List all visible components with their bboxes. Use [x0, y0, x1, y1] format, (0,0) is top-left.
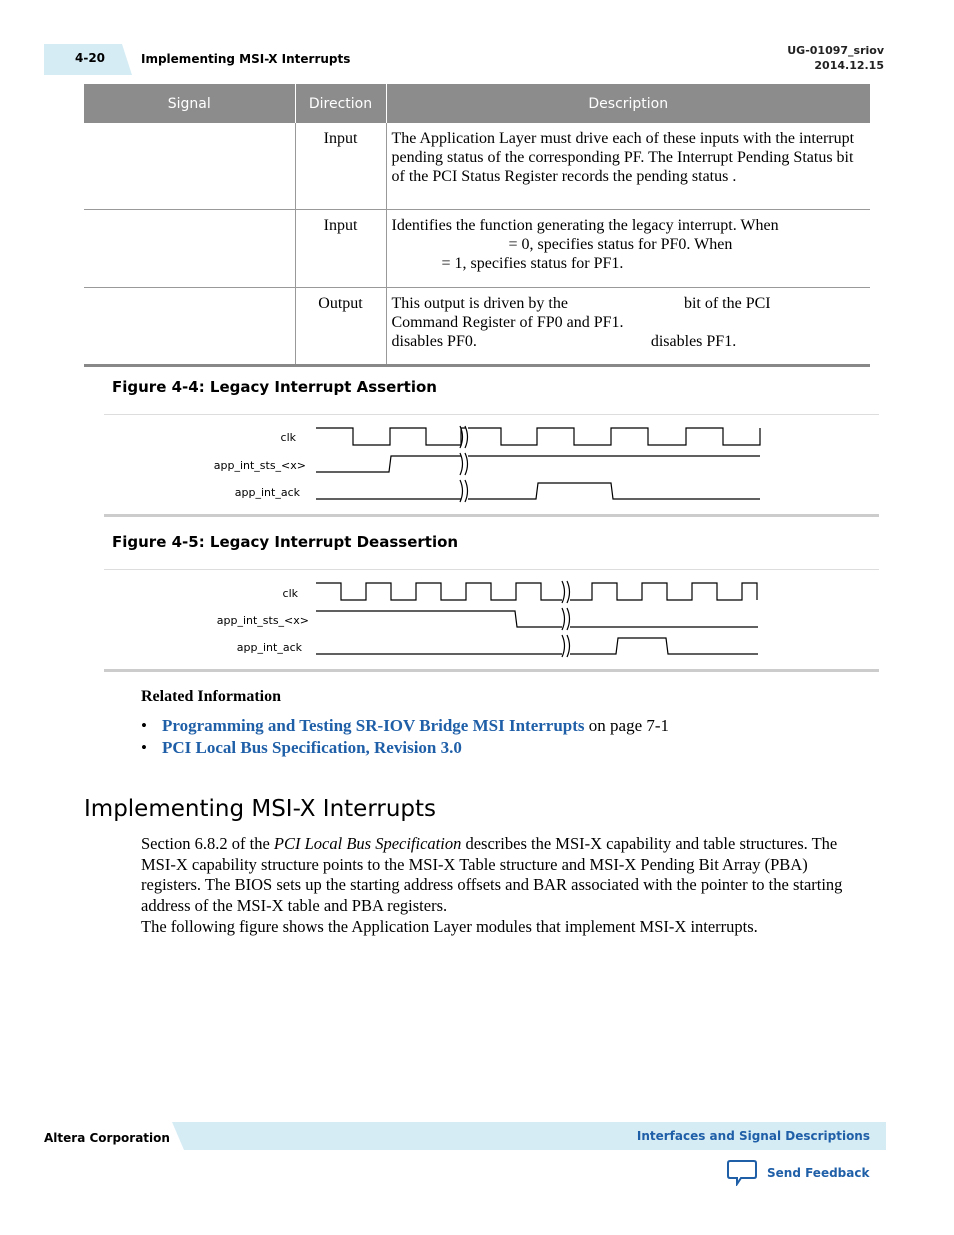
- waveform-svg: [104, 570, 879, 669]
- app-int-sts-waveform: [316, 456, 461, 472]
- waveform-svg: [104, 415, 879, 514]
- feedback-icon: [727, 1159, 757, 1186]
- col-header-direction: Direction: [295, 84, 386, 123]
- spec-title: PCI Local Bus Specification: [273, 834, 462, 853]
- description-fragment: This output is driven by the: [391, 294, 568, 312]
- description-cell: [386, 287, 870, 365]
- link-suffix: on page 7-1: [584, 716, 670, 735]
- direction-cell: Output: [295, 287, 386, 365]
- table-row: [84, 209, 870, 287]
- clk-waveform: [570, 583, 757, 600]
- timing-diagram-deassertion: [104, 569, 879, 672]
- section-body: [141, 834, 871, 938]
- clk-waveform: [468, 428, 760, 445]
- running-title: Implementing MSI-X Interrupts: [141, 52, 351, 66]
- text-run: Section 6.8.2 of the: [141, 834, 274, 853]
- description-fragment: disables PF1.: [650, 332, 737, 350]
- description-cell: [386, 209, 870, 287]
- section-heading: Implementing MSI-X Interrupts: [84, 796, 437, 822]
- description-line: [392, 294, 866, 313]
- signal-table: [84, 84, 870, 367]
- figure-title: Figure 4-5: Legacy Interrupt Deassertion: [112, 533, 459, 551]
- list-item: [141, 716, 669, 738]
- paragraph: The following figure shows the Application Layer modules that implement MSI-X interrupts.: [141, 916, 758, 936]
- break-mark: [460, 480, 468, 502]
- signal-cell: [84, 123, 295, 209]
- related-info-heading: Related Information: [141, 688, 281, 705]
- related-links-list: [141, 716, 669, 760]
- clk-waveform: [316, 583, 562, 600]
- description-fragment: disables PF0.: [391, 332, 477, 350]
- description-fragment: bit of the PCI: [683, 294, 771, 312]
- direction-cell: Input: [295, 123, 386, 209]
- app-int-ack-waveform: [570, 638, 758, 654]
- figure-title: Figure 4-4: Legacy Interrupt Assertion: [112, 378, 437, 396]
- doc-id-text: UG-01097_sriov: [787, 44, 884, 57]
- description-line: [392, 332, 866, 351]
- col-header-signal: Signal: [84, 84, 295, 123]
- signal-cell: [84, 209, 295, 287]
- break-mark: [562, 608, 570, 630]
- signal-label: app_int_sts_<x>: [216, 614, 309, 627]
- app-int-ack-waveform: [468, 483, 760, 499]
- signal-label: app_int_sts_<x>: [213, 459, 306, 472]
- signal-label: clk: [282, 587, 298, 600]
- clk-waveform: [316, 428, 466, 445]
- break-mark: [460, 453, 468, 475]
- page-number: 4-20: [75, 51, 106, 65]
- description-line: Identifies the function generating the legacy interrupt. When: [391, 216, 779, 234]
- related-link-pci-spec[interactable]: PCI Local Bus Specification, Revision 3.0: [162, 738, 462, 757]
- text-run: describes the MSI-X capability and table structures. The MSI-X capability structure points to the MSI-X Table structure and MSI-X Pending Bit Array (PBA) registers. The BIOS sets up the starting address offsets and BAR associated with the pointer to the starting address of the MSI-X table and PBA registers.: [141, 834, 843, 916]
- table-row: [84, 287, 870, 365]
- timing-diagram-assertion: [104, 414, 879, 517]
- direction-cell: Input: [295, 209, 386, 287]
- description-line: Command Register of FP0 and PF1.: [391, 313, 624, 331]
- break-mark: [562, 581, 570, 603]
- signal-label: app_int_ack: [236, 641, 302, 654]
- table-row: [84, 123, 870, 209]
- paragraph: [141, 834, 871, 917]
- signal-cell: [84, 287, 295, 365]
- col-header-description: Description: [386, 84, 870, 123]
- send-feedback-label: Send Feedback: [767, 1165, 870, 1180]
- break-mark: [562, 635, 570, 657]
- signal-label: app_int_ack: [234, 486, 300, 499]
- document-id: [787, 43, 884, 73]
- send-feedback-button[interactable]: [727, 1159, 869, 1186]
- doc-date: 2014.12.15: [814, 59, 884, 72]
- app-int-sts-waveform: [316, 611, 562, 627]
- description-line: = 0, specifies status for PF0. When: [508, 235, 733, 253]
- footer-company: Altera Corporation: [44, 1131, 170, 1145]
- description-line: = 1, specifies status for PF1.: [441, 254, 624, 272]
- related-link-msi[interactable]: Programming and Testing SR-IOV Bridge MSI Interrupts: [162, 716, 585, 735]
- footer-chapter: Interfaces and Signal Descriptions: [636, 1129, 870, 1143]
- signal-label: clk: [280, 431, 296, 444]
- list-item: [141, 738, 669, 760]
- description-cell: The Application Layer must drive each of these inputs with the interrupt pending status of the corresponding PF. The Interrupt Pending Status bit of the PCI Status Register records the pending status .: [386, 123, 870, 209]
